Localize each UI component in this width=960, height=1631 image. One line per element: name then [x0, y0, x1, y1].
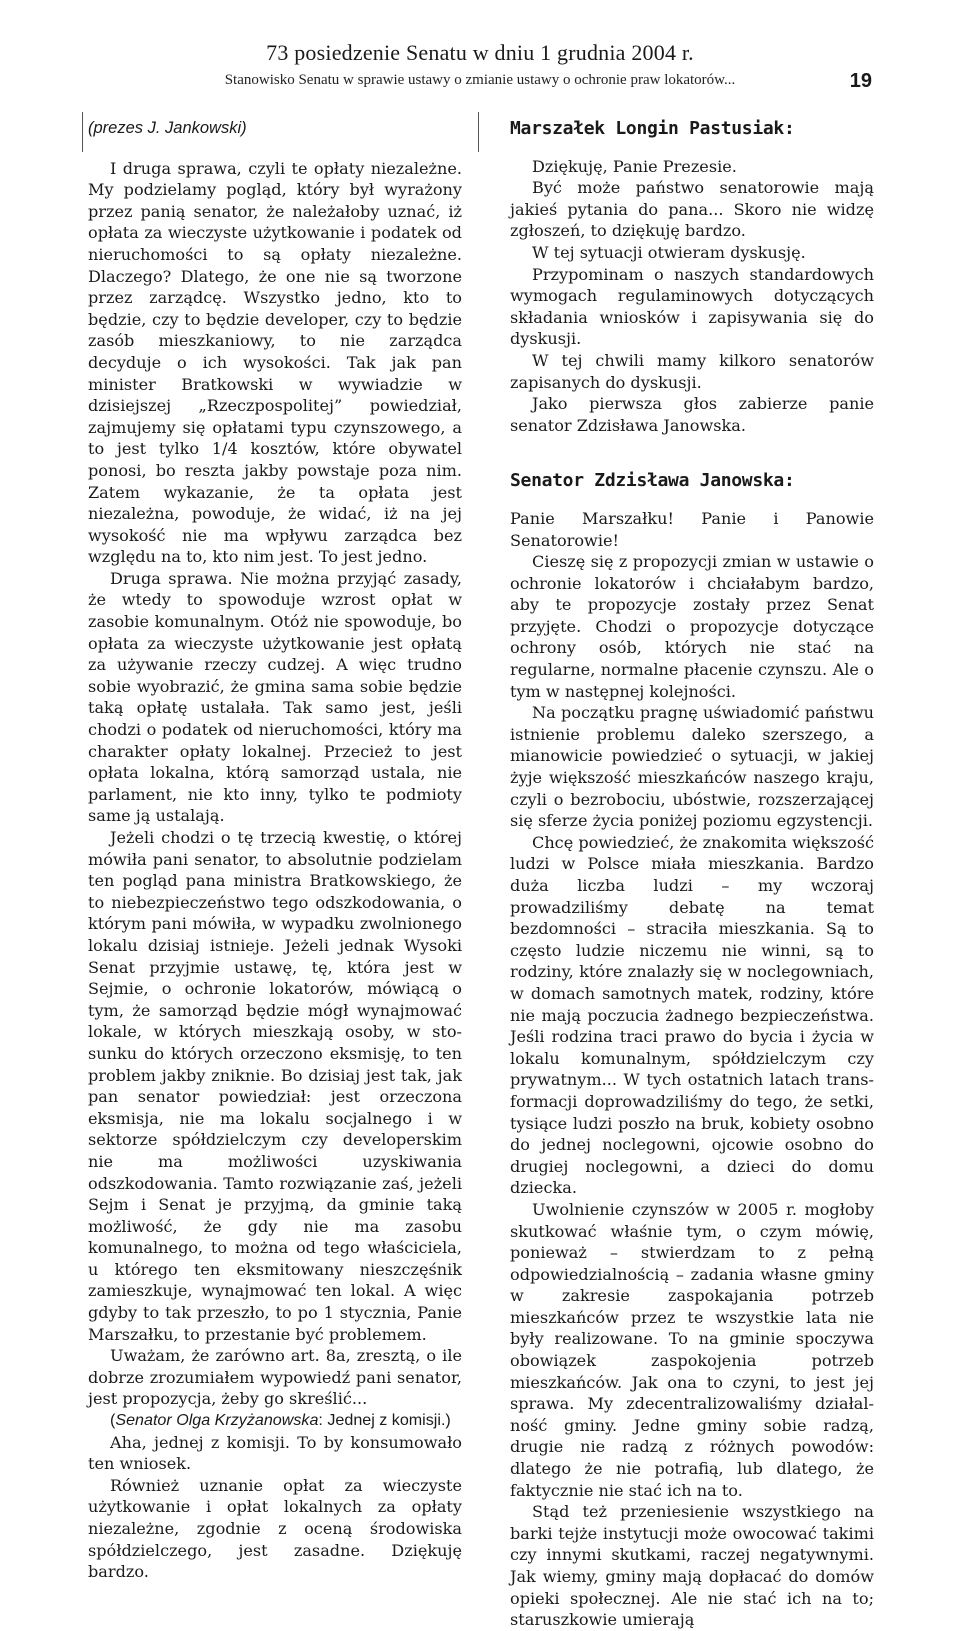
left-column [88, 118, 462, 1583]
paragraph: Być może państwo senatorowie mają jakieś pytania do pana... Skoro nie widzę zgłoszeń, to dziękuję bardzo. [510, 178, 874, 241]
paragraph: W tej chwili mamy kilkoro senatorów zapisanych do dyskusji. [510, 350, 874, 392]
speaker-heading: Senator Zdzisława Janowska: [510, 470, 795, 492]
interjection: (Senator Olga Krzyżanowska: Jednej z komisji.) [110, 1411, 451, 1430]
paragraph: Uważam, że zarówno art. 8a, zresztą, o ile dobrze zrozumiałem wypowiedź pani senator, jest propozycja, żeby go skreślić... [88, 1346, 462, 1409]
page-number: 19 [849, 70, 872, 92]
column-divider-rule [478, 112, 479, 152]
interjection-text: : Jednej z komisji.) [318, 1411, 451, 1430]
paragraph: Chcę powiedzieć, że znakomita większość ludzi w Polsce miała mieszkania. Bardzo duża liczba ludzi – my wczoraj prowadziliśmy debatę na temat bezdomności – straciła mieszkania. Są to często ludzie niczemu nie winni, są to rodziny, które znalazły się w noclegowniach, w domach samotnych matek, rodziny, które nie mają poczucia żadnego bezpieczeństwa. Jeśli rodzina traci prawo do bycia i życia w lokalu komunalnym, spółdzielczym czy prywatnym... W tych ostatnich latach transformacji doprowadziliśmy do tego, że setki, tysiące ludzi poszło na bruk, kobiety osobno do jednej noclegowni, ojcowie osobno do drugiej noclegowni, a dzieci do domu dziecka. [510, 832, 874, 1198]
paragraph: Na początku pragnę uświadomić państwu istnienie problemu daleko szerszego, a mianowicie powiedzieć o sytuacji, w jakiej żyje większość mieszkańców naszego kraju, czyli o bezrobociu, ubóstwie, rozszerzającej się sferze życia poniżej poziomu egzystencji. [510, 703, 874, 831]
left-margin-rule [82, 112, 83, 152]
paragraph: I druga sprawa, czyli te opłaty niezależne. My podzielamy pogląd, który był wyrażony przez panią senator, że należałoby uznać, iż opłata za wieczyste użytkowanie i podatek od nieruchomości to są opłaty niezależne. Dlaczego? Dlatego, że one nie są tworzone przez zarządcę. Wszystko jedno, kto to będzie, czy to będzie developer, czy to będzie zasób mieszkaniowy, to nie zarządca decyduje o ich wysokości. Tak jak pan minister Bratkowski w wywiadzie w dzisiejszej „Rzeczpospolitej” powiedział, zajmujemy się opłatami typu czynszowego, a to jest tylko 1/4 kosztów, które obywatel ponosi, bo reszta jakby powstaje poza nim. Zatem wykazanie, że ta opłata jest niezależna, powoduje, że widać, iż na jej wysokość nie ma wpływu zarządca bez względu na to, kto nim jest. To jest jedno. [88, 158, 462, 567]
right-column [510, 118, 874, 1631]
paragraph: Cieszę się z propozycji zmian w ustawie o ochronie lokatorów i chciałabym bardzo, aby te propozycje zostały przez Senat przyjęte. Chodzi o propozycje dotyczące ochrony osób, których nie stać na regularne, normalne płacenie czynszu. Ale o tym w następnej kolejności. [510, 552, 874, 701]
paragraph: Jeżeli chodzi o tę trzecią kwestię, o której mówiła pani senator, to absolutnie podzielam ten pogląd pana ministra Bratkowskiego, że to niebezpieczeństwo tego odszkodowania, o którym pani mówiła, w wypadku zwolnionego lokalu dzisiaj istnieje. Jeżeli jednak Wysoki Senat przyjmie ustawę, tę, która jest w Sejmie, o ochronie lokatorów, mówiącą o tym, że samorząd będzie mógł wynajmować lokale, w których mieszkają osoby, w stosunku do których orzeczono eksmisję, to ten problem jakby zniknie. Bo dzisiaj jest tak, jak pan senator powiedział: jest orzeczona eksmisja, nie ma lokalu socjalnego i w sektorze spółdzielczym czy developerskim nie ma możliwości uzyskiwania odszkodowania. Tamto rozwiązanie zaś, jeżeli Sejm i Senat je przyjmą, da gminie taką możliwość, że gdy nie ma zasobu komunalnego, to można od tego właściciela, u którego ten eksmitowany nieszczęśnik zamieszkuje, wynajmować ten lokal. A więc gdyby to tak przeszło, to po 1 stycznia, Panie Marszałku, to przestanie być problemem. [88, 828, 462, 1344]
interjection-speaker: Senator Olga Krzyżanowska [115, 1411, 319, 1430]
speaker-note: (prezes J. Jankowski) [88, 119, 247, 137]
paragraph: Stąd też przeniesienie wszystkiego na barki tejże instytucji może owocować takimi czy innymi skutkami, raczej negatywnymi. Jak wiemy, gminy mają dopłacać do domów opieki społecznej. Ale nie stać ich na to; staruszkowie umierają [510, 1502, 874, 1630]
paragraph: Aha, jednej z komisji. To by konsumowało ten wniosek. [88, 1432, 462, 1474]
paragraph: W tej sytuacji otwieram dyskusję. [532, 242, 806, 262]
paragraph: Panie Marszałku! Panie i Panowie Senatorowie! [510, 508, 874, 550]
paragraph: Druga sprawa. Nie można przyjąć zasady, że wtedy to spowoduje wzrost opłat w zasobie komunalnym. Otóż nie spowoduje, bo opłata za wieczyste użytkowanie jest opłatą za używanie rzeczy cudzej. A więc trudno sobie wyobrazić, że gmina sama sobie będzie taką opłatę ustalała. Tak samo jest, jeśli chodzi o podatek od nieruchomości, który ma charakter opłaty lokalnej. Przecież to jest opłata lokalna, którą samorząd ustala, nie parlament, nie kto inny, tylko te podmioty same ją ustalają. [88, 568, 462, 826]
speaker-heading: Marszałek Longin Pastusiak: [510, 118, 795, 139]
paragraph: Dziękuję, Panie Prezesie. [532, 156, 737, 176]
page-header-title: 73 posiedzenie Senatu w dniu 1 grudnia 2004 r. [266, 40, 694, 65]
paragraph: Jako pierwsza głos zabierze panie senator Zdzisława Janowska. [510, 394, 874, 435]
page-header-subtitle: Stanowisko Senatu w sprawie ustawy o zmianie ustawy o ochronie praw lokatorów... [224, 72, 736, 88]
paragraph: Przypominam o naszych standardowych wymogach regulaminowych dotyczących składania wniosków i zapisywania się do dyskusji. [510, 264, 874, 349]
paragraph: Również uznanie opłat za wieczyste użytkowanie i opłat lokalnych za opłaty niezależne, zgodnie z oceną środowiska spółdzielczego, jest zasadne. Dziękuję bardzo. [88, 1475, 462, 1582]
paragraph: Uwolnienie czynszów w 2005 r. mogłoby skutkować właśnie tym, o czym mówię, ponieważ – stwierdzam to z pełną odpowiedzialnością – zadania własne gminy w zakresie zaspokajania potrzeb mieszkańców przez te wszystkie lata nie były realizowane. To na gminie spoczywa obowiązek zaspokojenia potrzeb mieszkańców. Jak ona to czyni, to jest jej sprawa. My zdecentralizowaliśmy działalność gminy. Jedne gminy sobie radzą, drugie nie radzą z różnych powodów: dlatego że nie potrafią, lub dlatego, że faktycznie nie stać ich na to. [510, 1199, 874, 1500]
